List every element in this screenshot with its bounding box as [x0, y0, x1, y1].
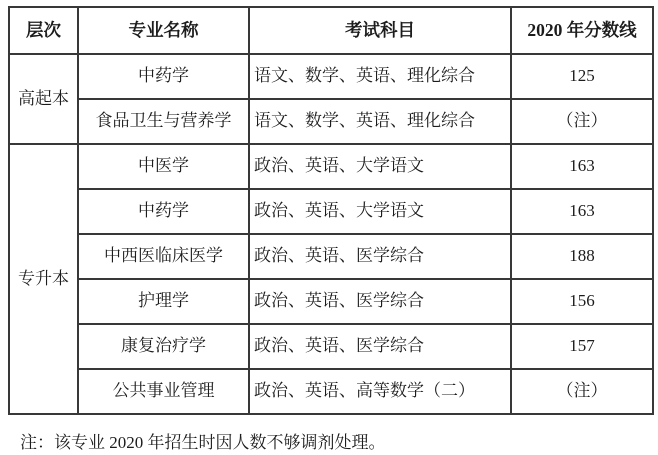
col-header-level: 层次: [9, 7, 78, 54]
col-header-subjects: 考试科目: [249, 7, 511, 54]
subjects-cell: 政治、英语、医学综合: [249, 234, 511, 279]
admission-score-table: [8, 6, 654, 415]
score-cell: 163: [511, 144, 653, 189]
table-row: [9, 369, 653, 414]
major-cell: 中西医临床医学: [78, 234, 249, 279]
score-cell: 125: [511, 54, 653, 99]
level-cell-gaoqiben: 高起本: [9, 54, 78, 144]
score-cell: 163: [511, 189, 653, 234]
subjects-cell: 语文、数学、英语、理化综合: [249, 54, 511, 99]
subjects-cell: 政治、英语、高等数学（二）: [249, 369, 511, 414]
level-cell-zhuanshengben: 专升本: [9, 144, 78, 414]
table-row: [9, 324, 653, 369]
major-cell: 护理学: [78, 279, 249, 324]
major-cell: 公共事业管理: [78, 369, 249, 414]
subjects-cell: 政治、英语、医学综合: [249, 324, 511, 369]
table-row: [9, 279, 653, 324]
major-cell: 中药学: [78, 189, 249, 234]
major-cell: 中医学: [78, 144, 249, 189]
header-row: [9, 7, 653, 54]
table-row: [9, 144, 653, 189]
major-cell: 中药学: [78, 54, 249, 99]
subjects-cell: 政治、英语、大学语文: [249, 144, 511, 189]
footnote: 注：该专业 2020 年招生时因人数不够调剂处理。: [20, 433, 386, 452]
score-cell: （注）: [511, 99, 653, 144]
col-header-score: 2020 年分数线: [511, 7, 653, 54]
table-row: [9, 54, 653, 99]
score-cell: 188: [511, 234, 653, 279]
score-cell: 157: [511, 324, 653, 369]
table-row: [9, 234, 653, 279]
subjects-cell: 政治、英语、大学语文: [249, 189, 511, 234]
subjects-cell: 语文、数学、英语、理化综合: [249, 99, 511, 144]
major-cell: 食品卫生与营养学: [78, 99, 249, 144]
col-header-major: 专业名称: [78, 7, 249, 54]
score-cell: （注）: [511, 369, 653, 414]
major-cell: 康复治疗学: [78, 324, 249, 369]
table-row: [9, 189, 653, 234]
subjects-cell: 政治、英语、医学综合: [249, 279, 511, 324]
table-row: [9, 99, 653, 144]
score-cell: 156: [511, 279, 653, 324]
